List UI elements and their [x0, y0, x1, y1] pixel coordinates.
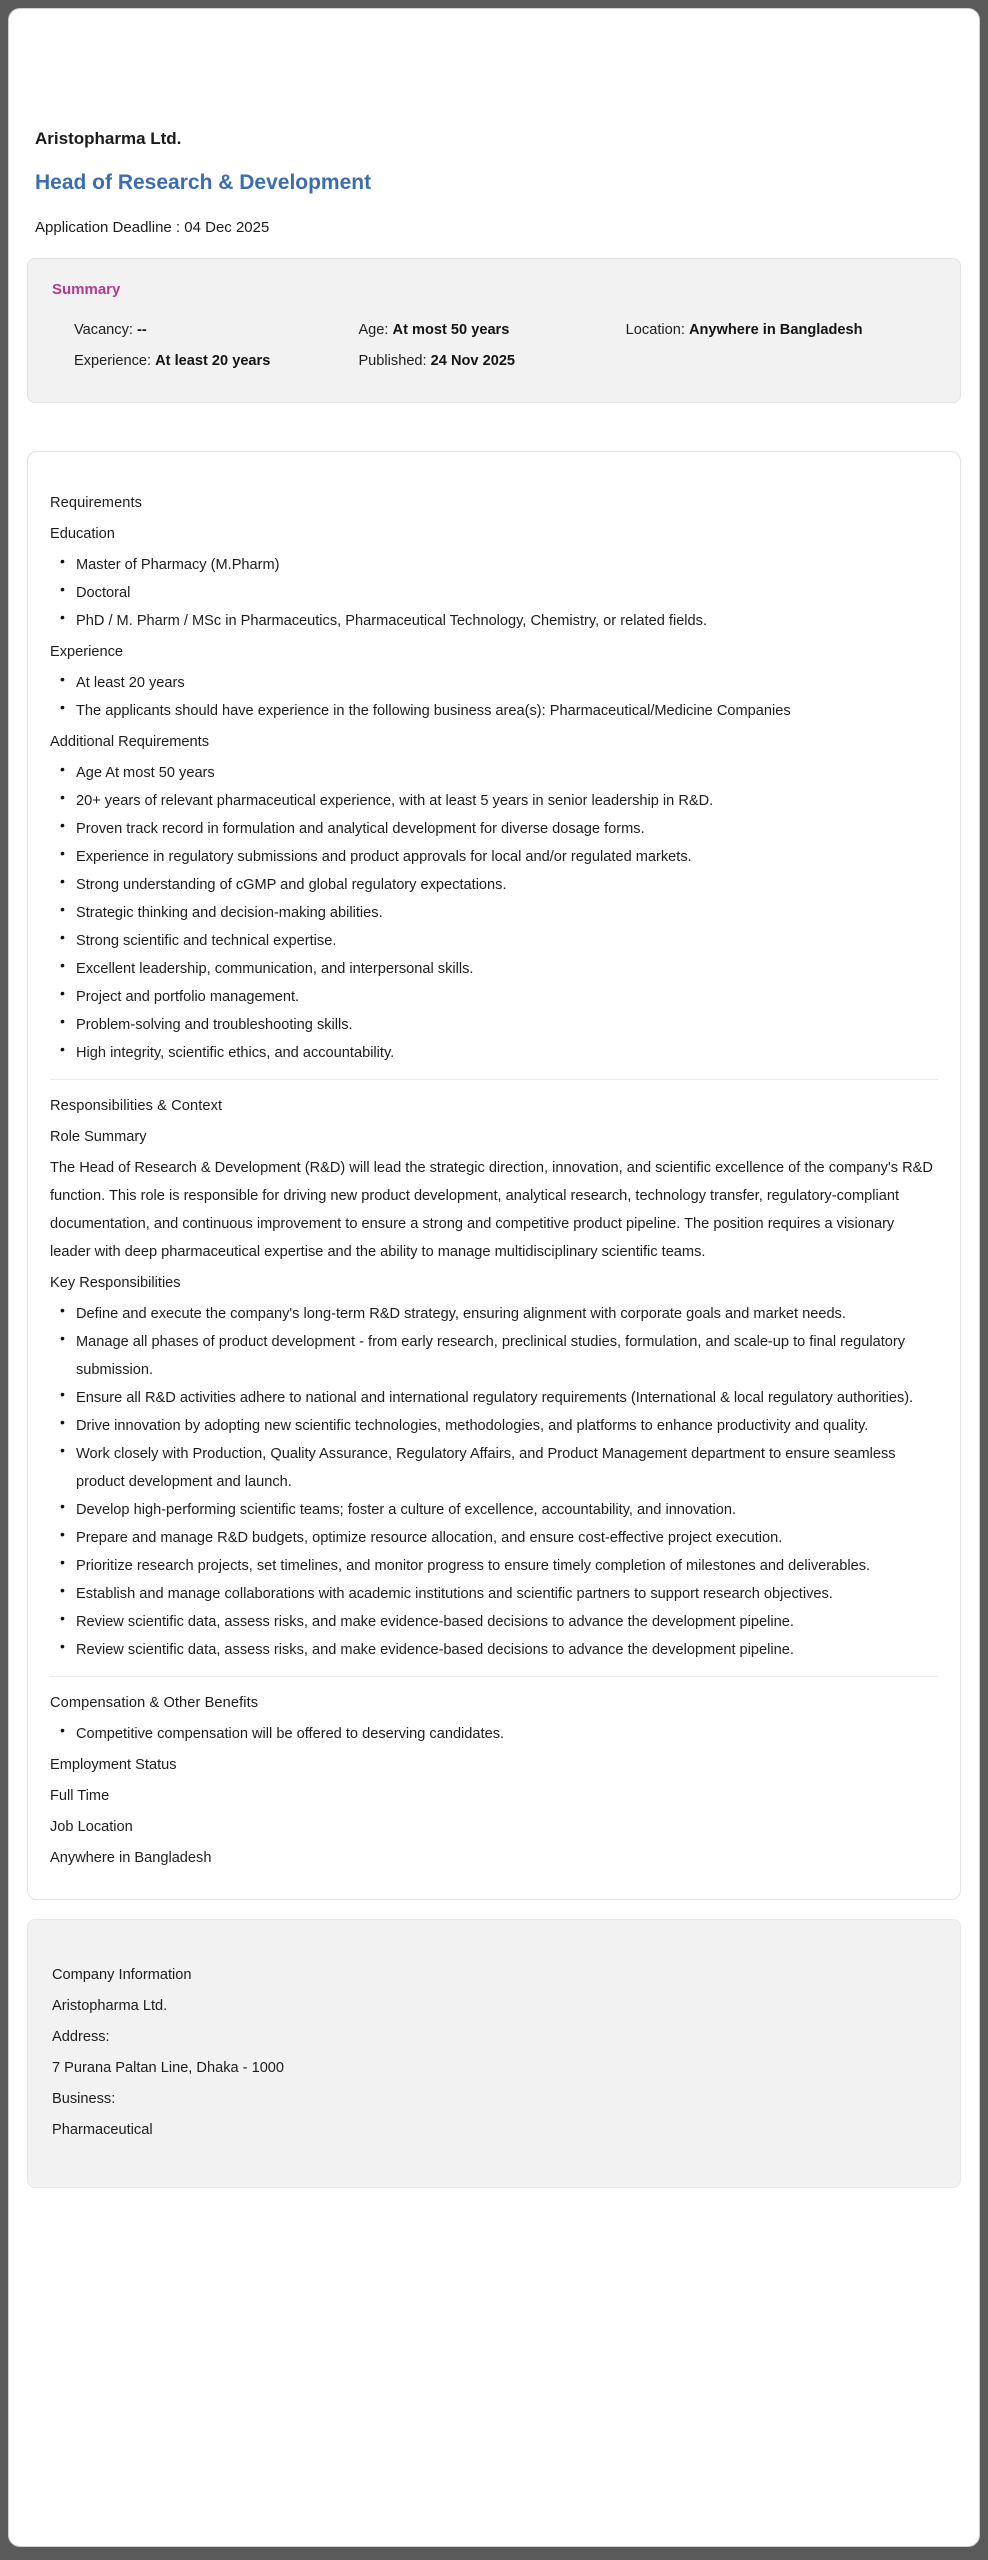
summary-field	[626, 316, 936, 344]
summary-field	[74, 316, 358, 344]
job-title: Head of Research & Development	[35, 171, 372, 194]
experience-list	[50, 669, 938, 725]
summary-field-value: At least 20 years	[155, 353, 271, 369]
list-item: • 20+ years of relevant pharmaceutical experience, with at least 5 years in senior leadership in R&D.	[50, 787, 938, 815]
job-details-panel	[27, 451, 961, 1900]
summary-field-value: At most 50 years	[392, 322, 510, 338]
summary-field	[74, 347, 358, 375]
list-item: • Master of Pharmacy (M.Pharm)	[50, 551, 938, 579]
requirements-section-title: Requirements	[50, 495, 143, 511]
additional-requirements-list	[50, 759, 938, 1067]
list-item: • Drive innovation by adopting new scientific technologies, methodologies, and platforms to enhance productivity and quality.	[50, 1412, 938, 1440]
employment-status-title: Employment Status	[50, 1757, 177, 1773]
summary-field-label: Published:	[358, 353, 427, 369]
list-item: • Develop high-performing scientific teams; foster a culture of excellence, accountability, and innovation.	[50, 1496, 938, 1524]
list-item: • Prepare and manage R&D budgets, optimize resource allocation, and ensure cost-effective project execution.	[50, 1524, 938, 1552]
summary-column-3	[626, 316, 936, 378]
company-name: Aristopharma Ltd.	[35, 129, 182, 148]
summary-field	[358, 347, 625, 375]
responsibilities-section-title: Responsibilities & Context	[50, 1098, 223, 1114]
summary-field-label: Location:	[625, 322, 685, 338]
list-item: • Competitive compensation will be offered to deserving candidates.	[50, 1720, 938, 1748]
summary-field-label: Age:	[358, 322, 389, 338]
additional-requirements-title: Additional Requirements	[50, 734, 209, 750]
list-item: • Strong understanding of cGMP and global regulatory expectations.	[50, 871, 938, 899]
list-item: • Age At most 50 years	[50, 759, 938, 787]
company-information-title: Company Information	[52, 1967, 192, 1983]
job-posting-card	[8, 8, 980, 2547]
compensation-list	[50, 1720, 938, 1748]
summary-grid	[52, 316, 936, 378]
key-responsibilities-title: Key Responsibilities	[50, 1275, 181, 1291]
list-item: • Ensure all R&D activities adhere to national and international regulatory requirements (International & local regulatory authorities).	[50, 1384, 938, 1412]
list-item: • Excellent leadership, communication, and interpersonal skills.	[50, 955, 938, 983]
list-item: • Manage all phases of product development - from early research, preclinical studies, formulation, and scale-up to final regulatory submission.	[50, 1328, 938, 1384]
experience-title: Experience	[50, 644, 124, 660]
education-title: Education	[50, 526, 115, 542]
summary-field-value: Anywhere in Bangladesh	[688, 322, 863, 338]
company-business-label: Business:	[52, 2091, 116, 2107]
company-information-panel	[27, 1919, 961, 2188]
job-location-title: Job Location	[50, 1819, 133, 1835]
list-item: • The applicants should have experience in the following business area(s): Pharmaceutical/Medicine Companies	[50, 697, 938, 725]
summary-title: Summary	[52, 281, 121, 298]
list-item: • Establish and manage collaborations with academic institutions and scientific partners to support research objectives.	[50, 1580, 938, 1608]
list-item: • Define and execute the company's long-term R&D strategy, ensuring alignment with corporate goals and market needs.	[50, 1300, 938, 1328]
company-address-label: Address:	[52, 2029, 110, 2045]
summary-column-2	[358, 316, 625, 378]
education-list	[50, 551, 938, 635]
list-item: • Problem-solving and troubleshooting skills.	[50, 1011, 938, 1039]
company-business-value: Pharmaceutical	[52, 2122, 153, 2138]
key-responsibilities-list	[50, 1300, 938, 1664]
compensation-section-title: Compensation & Other Benefits	[50, 1695, 259, 1711]
summary-field-value: --	[137, 322, 147, 338]
deadline-date: 04 Dec 2025	[184, 219, 270, 236]
company-information-name: Aristopharma Ltd.	[52, 1998, 168, 2014]
summary-field	[358, 316, 625, 344]
section-divider	[50, 1079, 938, 1080]
role-summary-text: The Head of Research & Development (R&D) will lead the strategic direction, innovation, and scientific excellence of the company's R&D function. This role is responsible for driving new product development, analytical research, technology transfer, regulatory-compliant documentation, and continuous improvement to ensure a strong and competitive product pipeline. The position requires a visionary leader with deep pharmaceutical expertise and the ability to manage multidisciplinary scientific teams.	[50, 1160, 933, 1260]
list-item: • High integrity, scientific ethics, and accountability.	[50, 1039, 938, 1067]
application-deadline	[35, 219, 961, 236]
role-summary-title: Role Summary	[50, 1129, 147, 1145]
list-item: • At least 20 years	[50, 669, 938, 697]
summary-column-1	[74, 316, 358, 378]
summary-field-label: Vacancy:	[74, 322, 133, 338]
list-item: • Strategic thinking and decision-making abilities.	[50, 899, 938, 927]
list-item: • Experience in regulatory submissions and product approvals for local and/or regulated markets.	[50, 843, 938, 871]
list-item: • Doctoral	[50, 579, 938, 607]
employment-status-value: Full Time	[50, 1788, 110, 1804]
summary-panel	[27, 258, 961, 403]
list-item: • PhD / M. Pharm / MSc in Pharmaceutics, Pharmaceutical Technology, Chemistry, or related fields.	[50, 607, 938, 635]
list-item: • Work closely with Production, Quality Assurance, Regulatory Affairs, and Product Management department to ensure seamless product development and launch.	[50, 1440, 938, 1496]
job-location-value: Anywhere in Bangladesh	[50, 1850, 212, 1866]
deadline-label: Application Deadline :	[35, 219, 181, 236]
list-item: • Strong scientific and technical expertise.	[50, 927, 938, 955]
list-item: • Prioritize research projects, set timelines, and monitor progress to ensure timely completion of milestones and deliverables.	[50, 1552, 938, 1580]
summary-field-value: 24 Nov 2025	[430, 353, 516, 369]
list-item: • Review scientific data, assess risks, and make evidence-based decisions to advance the development pipeline.	[50, 1636, 938, 1664]
list-item: • Review scientific data, assess risks, and make evidence-based decisions to advance the development pipeline.	[50, 1608, 938, 1636]
summary-field-label: Experience:	[74, 353, 152, 369]
list-item: • Project and portfolio management.	[50, 983, 938, 1011]
company-address-value: 7 Purana Paltan Line, Dhaka - 1000	[52, 2060, 285, 2076]
list-item: • Proven track record in formulation and analytical development for diverse dosage forms.	[50, 815, 938, 843]
job-header	[35, 129, 961, 236]
section-divider	[50, 1676, 938, 1677]
